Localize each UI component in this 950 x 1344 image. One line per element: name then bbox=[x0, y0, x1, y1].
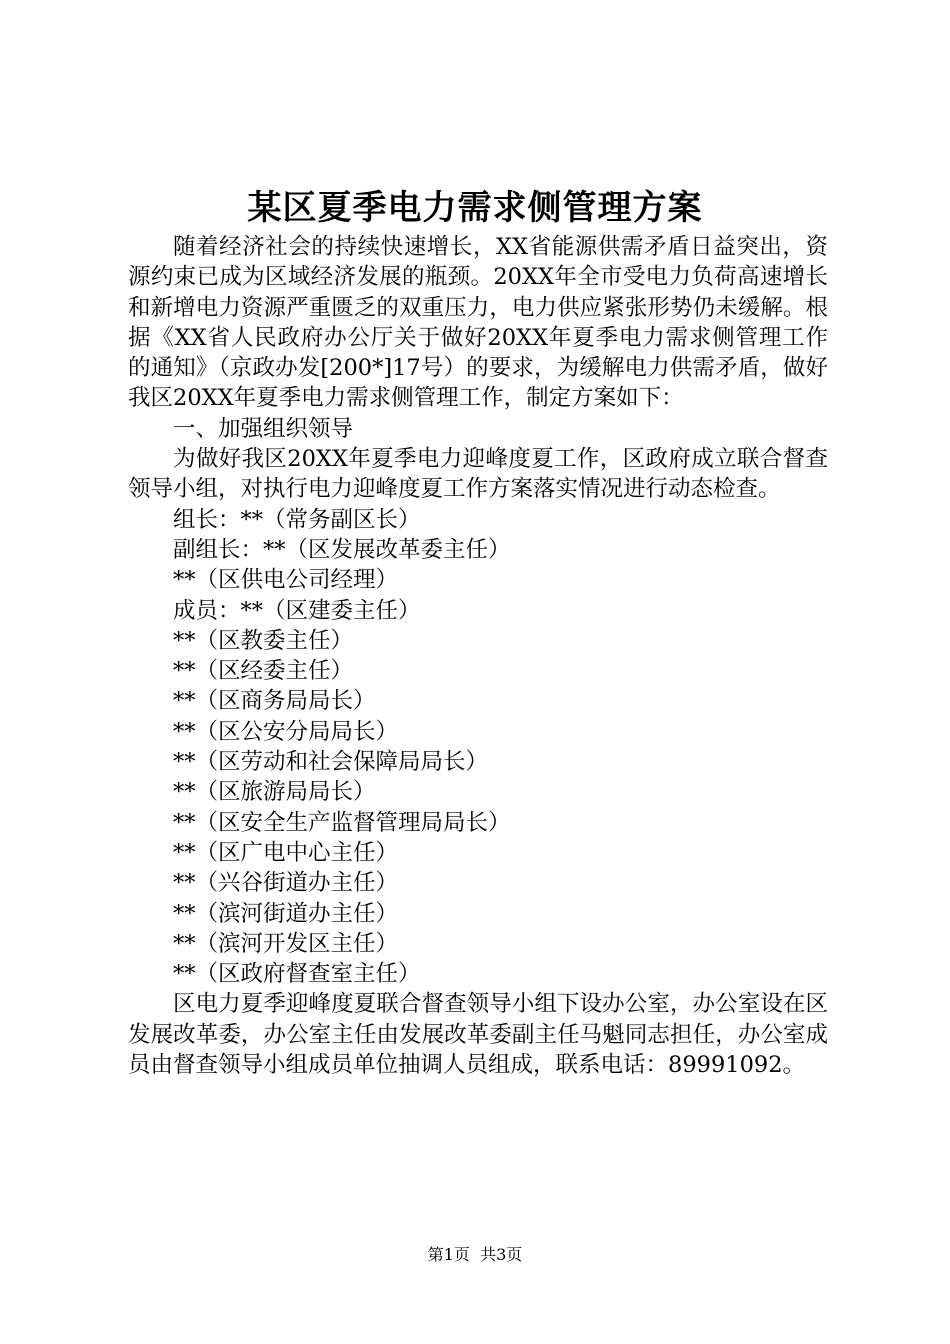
group-leader-line: 组长：**（常务副区长） bbox=[173, 506, 421, 533]
page-total: 共3页 bbox=[480, 1245, 523, 1264]
member-line: **（区供电公司经理） bbox=[173, 567, 399, 594]
page-footer bbox=[0, 1245, 950, 1265]
document-body bbox=[128, 232, 828, 1080]
member-line: **（区商务局局长） bbox=[173, 688, 376, 715]
page-number: 第1页 bbox=[427, 1245, 470, 1264]
member-line: **（区教委主任） bbox=[173, 627, 354, 654]
closing-paragraph: 区电力夏季迎峰度夏联合督查领导小组下设办公室，办公室设在区发展改革委，办公室主任由发展改革委副主任马魁同志担任，办公室成员由督查领导小组成员单位抽调人员组成，联系电话：89991092。 bbox=[128, 991, 828, 1079]
member-line: **（区安全生产监督管理局局长） bbox=[173, 809, 511, 836]
deputy-leader-line: 副组长：**（区发展改革委主任） bbox=[173, 536, 511, 563]
member-line: 成员：**（区建委主任） bbox=[173, 597, 421, 624]
member-line: **（滨河开发区主任） bbox=[173, 930, 399, 957]
intro-paragraph: 随着经济社会的持续快速增长，XX省能源供需矛盾日益突出，资源约束已成为区域经济发展的瓶颈。20XX年全市受电力负荷高速增长和新增电力资源严重匮乏的双重压力，电力供应紧张形势仍未缓解。根据《XX省人民政府办公厅关于做好20XX年夏季电力需求侧管理工作的通知》（京政办发[200*]17号）的要求，为缓解电力供需矛盾，做好我区20XX年夏季电力需求侧管理工作，制定方案如下： bbox=[128, 234, 828, 412]
member-line: **（滨河街道办主任） bbox=[173, 900, 399, 927]
member-line: **（区经委主任） bbox=[173, 658, 354, 685]
member-line: **（区公安分局局长） bbox=[173, 718, 399, 745]
member-line: **（区旅游局局长） bbox=[173, 779, 376, 806]
section-heading: 一、加强组织领导 bbox=[173, 415, 354, 442]
section-paragraph: 为做好我区20XX年夏季电力迎峰度夏工作，区政府成立联合督查领导小组，对执行电力迎峰度夏工作方案落实情况进行动态检查。 bbox=[128, 446, 828, 503]
member-line: **（区劳动和社会保障局局长） bbox=[173, 749, 489, 776]
document-title: 某区夏季电力需求侧管理方案 bbox=[247, 188, 703, 228]
member-line: **（区政府督查室主任） bbox=[173, 961, 421, 988]
member-line: **（区广电中心主任） bbox=[173, 839, 399, 866]
member-line: **（兴谷街道办主任） bbox=[173, 870, 399, 897]
